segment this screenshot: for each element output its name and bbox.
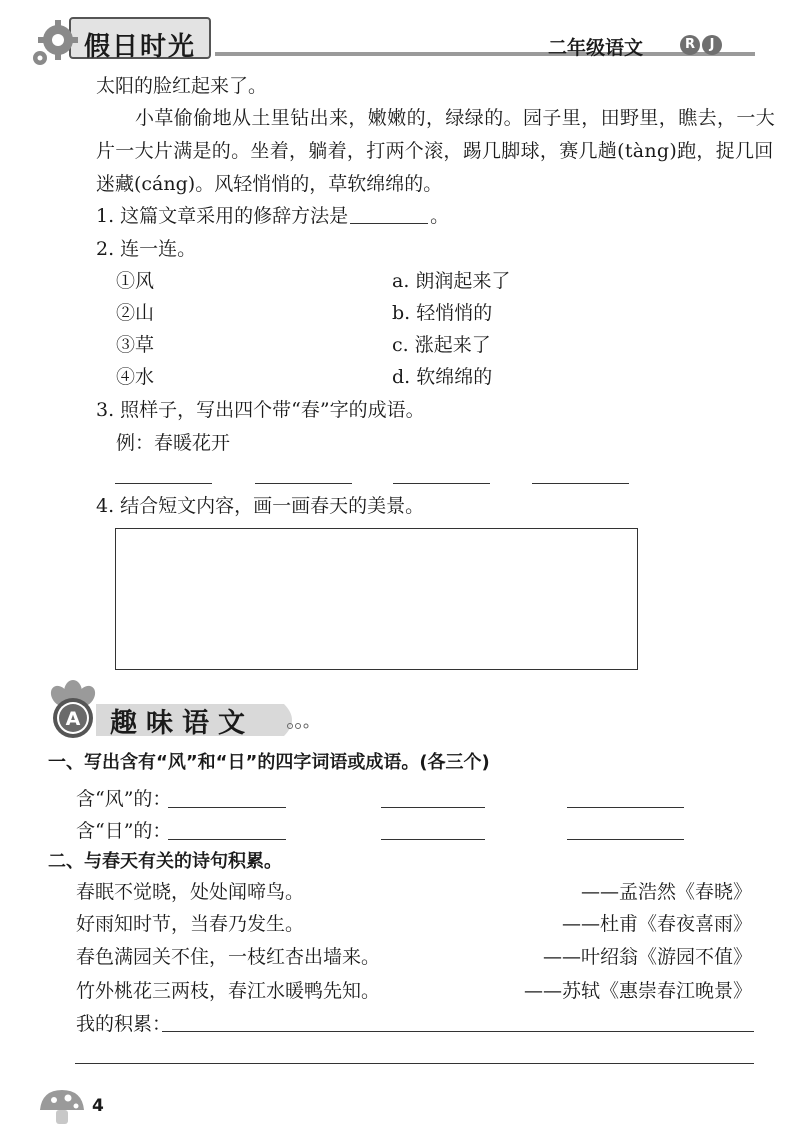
answer-blank-q3-1[interactable] — [115, 483, 212, 484]
poem-line-3: 春色满园关不住，一枝红杏出墙来。 — [76, 946, 381, 968]
answer-blank-ri-1[interactable] — [168, 839, 286, 840]
part1-heading: 一、写出含有“风”和“日”的四字词语或成语。(各三个) — [48, 752, 490, 773]
poem-source-3: ——叶绍翁《游园不值》 — [542, 946, 752, 968]
poem-line-4: 竹外桃花三两枝，春江水暖鸭先知。 — [76, 980, 381, 1002]
question-3-example: 例：春暖花开 — [116, 432, 231, 454]
answer-blank-feng-3[interactable] — [567, 807, 684, 808]
badge-r: R — [680, 35, 700, 55]
match-left-2[interactable]: ②山 — [116, 302, 155, 324]
header-title: 假日时光 — [84, 32, 197, 62]
header-rule — [215, 52, 755, 56]
poem-line-2: 好雨知时节，当春乃发生。 — [76, 913, 305, 935]
answer-blank-feng-1[interactable] — [168, 807, 286, 808]
page-number: 4 — [92, 1096, 104, 1116]
poem-line-1: 春眠不觉晓，处处闻啼鸟。 — [76, 881, 305, 903]
row-ri-label: 含“日”的： — [76, 820, 172, 842]
match-right-a[interactable]: a. 朗润起来了 — [392, 270, 511, 292]
answer-blank-ri-2[interactable] — [381, 839, 485, 840]
section-title: 趣味语文 — [110, 708, 254, 739]
match-left-4[interactable]: ④水 — [116, 366, 155, 388]
question-1-text: 1. 这篇文章采用的修辞方法是 — [96, 205, 349, 227]
answer-blank-q1[interactable] — [350, 223, 428, 224]
answer-blank-q3-3[interactable] — [393, 483, 490, 484]
match-right-c[interactable]: c. 涨起来了 — [392, 334, 491, 356]
question-1 — [96, 207, 449, 226]
question-1-end: 。 — [430, 205, 450, 227]
question-2: 2. 连一连。 — [96, 238, 197, 260]
passage-line-1: 太阳的脸红起来了。 — [96, 75, 268, 97]
section-badge-letter: A — [65, 708, 81, 730]
row-feng-label: 含“风”的： — [76, 788, 172, 810]
question-3: 3. 照样子，写出四个带“春”字的成语。 — [96, 399, 425, 421]
poem-source-4: ——苏轼《惠崇春江晚景》 — [523, 980, 752, 1002]
answer-blank-feng-2[interactable] — [381, 807, 485, 808]
passage-line-2: 小草偷偷地从土里钻出来，嫩嫩的，绿绿的。园子里，田野里，瞧去，一大 — [135, 107, 776, 129]
match-left-1[interactable]: ①风 — [116, 270, 155, 292]
part2-heading: 二、与春天有关的诗句积累。 — [48, 851, 282, 872]
my-collection-label: 我的积累： — [76, 1013, 172, 1035]
poem-source-2: ——杜甫《春夜喜雨》 — [561, 913, 752, 935]
answer-line-collection-1[interactable] — [162, 1031, 754, 1032]
header-subject: 二年级语文 — [548, 37, 644, 59]
answer-line-collection-2[interactable] — [75, 1063, 754, 1064]
match-left-3[interactable]: ③草 — [116, 334, 155, 356]
answer-blank-q3-4[interactable] — [532, 483, 629, 484]
answer-blank-ri-3[interactable] — [567, 839, 684, 840]
mushroom-icon — [36, 1086, 92, 1126]
passage-line-4: 迷藏(cáng)。风轻悄悄的，草软绵绵的。 — [96, 173, 443, 195]
drawing-box[interactable] — [115, 528, 638, 670]
answer-blank-q3-2[interactable] — [255, 483, 352, 484]
question-4: 4. 结合短文内容，画一画春天的美景。 — [96, 495, 425, 517]
match-right-d[interactable]: d. 软绵绵的 — [392, 366, 493, 388]
poem-source-1: ——孟浩然《春晓》 — [580, 881, 752, 903]
match-right-b[interactable]: b. 轻悄悄的 — [392, 302, 493, 324]
passage-line-3: 片一大片满是的。坐着，躺着，打两个滚，踢几脚球，赛几趟(tàng)跑，捉几回 — [96, 140, 774, 162]
badge-j: J — [702, 35, 722, 55]
